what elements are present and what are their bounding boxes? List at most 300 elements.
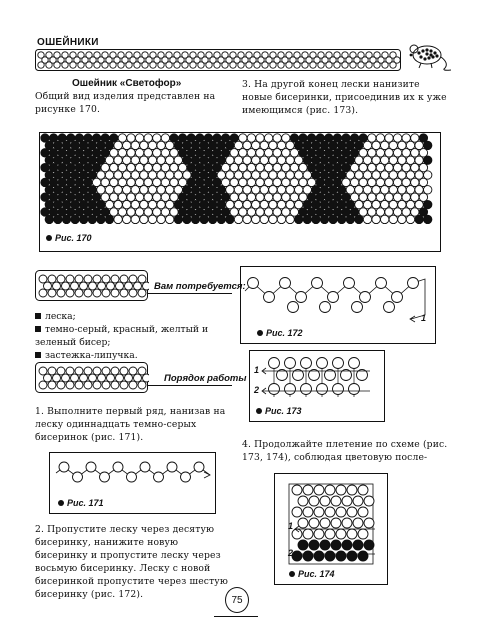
bottom-row-bead [333,384,344,395]
pattern-bead [92,193,100,201]
pattern-bead [230,163,238,171]
pattern-bead [226,200,234,208]
pattern-bead [135,208,143,216]
header-bead [358,62,364,68]
pattern-bead [157,186,165,194]
material-item: темно-серый, красный, желтый и зеленый бисер; [35,324,209,348]
pattern-bead [174,156,182,164]
pattern-bead [41,193,49,201]
strip-bead [57,275,65,283]
pattern-bead [45,141,53,149]
pattern-bead [286,186,294,194]
pattern-bead [140,215,148,223]
pattern-bead [161,208,169,216]
pattern-bead [333,163,341,171]
pattern-bead [92,208,100,216]
pattern-bead [260,156,268,164]
pattern-bead [286,141,294,149]
pattern-bead [97,200,105,208]
pattern-bead [329,200,337,208]
pattern-bead [174,171,182,179]
row-bead [181,472,191,482]
pattern-bead [355,200,363,208]
pattern-bead [312,186,320,194]
scheme-bead [314,485,324,495]
pattern-bead [226,186,234,194]
pattern-bead [320,141,328,149]
pattern-bead [170,149,178,157]
figure-174-caption [289,569,335,579]
pattern-bead [415,171,423,179]
scheme-bead [292,507,302,517]
header-bead [166,62,172,68]
scheme-bead [364,496,374,506]
header-bead [222,62,228,68]
pattern-bead [75,134,83,142]
pattern-bead [131,141,139,149]
intro-paragraph: Общий вид изделия представлен на рисунке 170. [35,91,216,115]
strip-bead [75,289,83,297]
pattern-bead [247,208,255,216]
bottom-row-bead [269,384,280,395]
pattern-bead [209,171,217,179]
pattern-bead [187,134,195,142]
header-bead [286,62,292,68]
pattern-bead [114,141,122,149]
pattern-bead [381,186,389,194]
pattern-bead [135,163,143,171]
pattern-bead [273,134,281,142]
pattern-bead [342,193,350,201]
pattern-bead [49,149,57,157]
pattern-bead [402,163,410,171]
header-bead [318,62,324,68]
strip-bead [89,282,97,290]
figure-174-label: Рис. 174 [298,569,335,579]
header-bead [94,62,100,68]
pattern-bead [221,163,229,171]
pattern-bead [269,156,277,164]
pattern-bead [54,186,62,194]
strip-bead [48,381,56,389]
pattern-bead [92,178,100,186]
pattern-bead [295,171,303,179]
figure-172-caption [257,328,303,338]
new-bead [384,302,395,313]
pattern-bead [123,186,131,194]
pattern-bead [101,134,109,142]
pattern-bead [204,178,212,186]
pattern-bead [101,208,109,216]
strip-bead [66,367,74,375]
pattern-bead [209,186,217,194]
pattern-bead [67,134,75,142]
strip-bead [84,381,92,389]
bottom-row-bead [349,384,360,395]
pattern-bead [234,156,242,164]
pattern-bead [217,141,225,149]
header-bead [350,62,356,68]
strip-bead [129,289,137,297]
pattern-bead [372,200,380,208]
scheme-bead [336,529,346,539]
scheme-bead [347,507,357,517]
pattern-bead [123,141,131,149]
header-bead [390,62,396,68]
header-bead [54,62,60,68]
pattern-bead [84,163,92,171]
strip-bead [39,367,47,375]
pattern-bead [140,156,148,164]
header-bead [110,62,116,68]
pattern-bead [127,149,135,157]
pattern-bead [329,156,337,164]
pattern-bead [170,208,178,216]
pattern-bead [118,163,126,171]
two-row-diagram [250,351,384,403]
pattern-bead [123,156,131,164]
header-bead [262,62,268,68]
pattern-bead [110,178,118,186]
strip-bead [75,367,83,375]
strip-bead [84,275,92,283]
pattern-bead [346,215,354,223]
square-bullet-icon [35,352,41,358]
pattern-bead [368,134,376,142]
pattern-bead [393,149,401,157]
pattern-bead [368,149,376,157]
pattern-bead [406,141,414,149]
row-bead [194,462,204,472]
pattern-bead [316,193,324,201]
figure-172-label: Рис. 172 [266,328,303,338]
pattern-bead [295,215,303,223]
header-bead [126,62,132,68]
pattern-bead [355,141,363,149]
figure-171-frame [49,452,216,514]
strip-bead [89,374,97,382]
page-number-rule-left [214,616,258,617]
pattern-bead [320,171,328,179]
pattern-bead [312,171,320,179]
pattern-bead [295,141,303,149]
pattern-bead [221,208,229,216]
pattern-bead [307,193,315,201]
strip-bead [66,289,74,297]
strip-bead [71,282,79,290]
pattern-bead [312,156,320,164]
pattern-bead [277,186,285,194]
pattern-bead [178,178,186,186]
pattern-bead [183,141,191,149]
strip-bead [129,275,137,283]
pattern-bead [196,178,204,186]
scheme-bead [342,540,352,550]
pattern-bead [178,208,186,216]
scheme-bead [325,551,335,561]
strip-bead [125,282,133,290]
pattern-bead [393,134,401,142]
pattern-bead [170,193,178,201]
pattern-bead [213,193,221,201]
pattern-bead [402,149,410,157]
pattern-bead [342,134,350,142]
pattern-bead [178,193,186,201]
pattern-bead [191,200,199,208]
pattern-bead [161,134,169,142]
pattern-bead [415,156,423,164]
pattern-bead [389,141,397,149]
pattern-bead [329,186,337,194]
pattern-bead [140,171,148,179]
strip-bead [39,381,47,389]
strip-bead [71,374,79,382]
pattern-bead [419,193,427,201]
pattern-bead [273,149,281,157]
pattern-bead [49,178,57,186]
pattern-bead [307,178,315,186]
pattern-bead [88,141,96,149]
pattern-bead [247,178,255,186]
strip-bead [98,374,106,382]
pattern-bead [299,193,307,201]
header-bead [70,62,76,68]
pattern-bead [62,141,70,149]
strip-bead [84,289,92,297]
pattern-bead [204,163,212,171]
pattern-bead [381,156,389,164]
header-bead [278,62,284,68]
header-bead [366,62,372,68]
pattern-bead [144,149,152,157]
pattern-bead [157,215,165,223]
pattern-bead [419,208,427,216]
pattern-bead [350,163,358,171]
needed-heading: Вам потребуется: [154,281,246,292]
scheme-bead [314,551,324,561]
top-row-bead [333,358,344,369]
pattern-bead [230,149,238,157]
header-bead [198,62,204,68]
header-bead [78,62,84,68]
pattern-bead [191,156,199,164]
pattern-bead [363,171,371,179]
row-bead [328,292,339,303]
scheme-bead [320,496,330,506]
pattern-bead [153,134,161,142]
scheme-bead [358,551,368,561]
pattern-bead [54,215,62,223]
pattern-bead [170,134,178,142]
pattern-bead [110,208,118,216]
pattern-bead [385,149,393,157]
pattern-bead [110,134,118,142]
pattern-bead [58,134,66,142]
pattern-bead [243,156,251,164]
pattern-bead [204,208,212,216]
pattern-bead [92,134,100,142]
pattern-bead [252,156,260,164]
pattern-bead [118,193,126,201]
pattern-bead [393,208,401,216]
pattern-bead [411,149,419,157]
pattern-bead [213,163,221,171]
pattern-bead [123,171,131,179]
pattern-bead [140,141,148,149]
pattern-bead [118,134,126,142]
pattern-bead [110,163,118,171]
pattern-bead [58,178,66,186]
pattern-bead [183,156,191,164]
pattern-bead [105,200,113,208]
pattern-bead [45,156,53,164]
pattern-bead [402,134,410,142]
bullet-dot-icon [58,500,64,506]
pattern-bead [101,193,109,201]
scheme-bead [303,507,313,517]
strip-bead [107,374,115,382]
pattern-bead [97,171,105,179]
pattern-bead [299,208,307,216]
pattern-bead [424,215,432,223]
pattern-bead [97,186,105,194]
scheme-bead [331,518,341,528]
header-bead [326,62,332,68]
pattern-bead [325,163,333,171]
strip-bead [120,381,128,389]
row-bead [100,472,110,482]
pattern-bead [406,215,414,223]
pattern-bead [161,178,169,186]
scheme-bead [325,485,335,495]
strip-bead [57,381,65,389]
strip-bead [125,374,133,382]
material-item: леска; [35,310,230,323]
pattern-bead [411,193,419,201]
pattern-bead [376,149,384,157]
scheme-bead [358,507,368,517]
strip-bead [129,367,137,375]
pattern-bead [62,186,70,194]
pattern-bead [114,156,122,164]
pattern-bead [75,208,83,216]
pattern-bead [88,171,96,179]
pattern-bead [67,163,75,171]
pattern-bead [290,134,298,142]
pattern-bead [243,200,251,208]
fig173-label-2: 2 [254,385,260,395]
pattern-bead [320,200,328,208]
pattern-bead [166,200,174,208]
pattern-bead [148,215,156,223]
pattern-bead [221,178,229,186]
scheme-bead [331,496,341,506]
pattern-bead [230,134,238,142]
scheme-bead [325,507,335,517]
header-bead [38,62,44,68]
pattern-bead [105,141,113,149]
pattern-bead [389,156,397,164]
pattern-bead [221,134,229,142]
pattern-bead [200,186,208,194]
row-bead [86,462,96,472]
pattern-bead [166,156,174,164]
pattern-bead [217,171,225,179]
bullet-dot-icon [257,330,263,336]
pattern-bead [135,193,143,201]
pattern-bead [127,134,135,142]
pattern-bead [316,208,324,216]
row-bead [392,292,403,303]
pattern-bead [157,171,165,179]
scheme-bead [342,496,352,506]
pattern-bead [372,171,380,179]
pattern-bead [355,215,363,223]
pattern-bead [269,186,277,194]
pattern-bead [320,186,328,194]
pattern-bead [148,141,156,149]
header-bead-border [35,49,401,71]
pattern-bead [350,134,358,142]
material-item: застежка-липучка. [35,349,230,362]
pattern-bead [161,193,169,201]
pattern-bead [359,208,367,216]
pattern-bead [385,163,393,171]
pattern-bead [114,215,122,223]
row-bead [376,278,387,289]
pattern-bead [260,200,268,208]
header-bead [294,62,300,68]
row-bead [73,472,83,482]
header-bead [342,62,348,68]
pattern-bead [183,215,191,223]
header-bead [238,62,244,68]
pattern-bead [389,186,397,194]
pattern-bead [256,149,264,157]
pattern-bead [226,171,234,179]
pattern-bead [105,171,113,179]
pattern-bead [338,186,346,194]
pattern-bead [183,186,191,194]
pattern-bead [166,215,174,223]
pattern-bead [273,193,281,201]
pattern-bead [372,215,380,223]
pattern-bead [45,215,53,223]
pattern-bead [84,134,92,142]
header-bead [230,62,236,68]
pattern-bead [290,163,298,171]
strip-bead [93,367,101,375]
page-number: 75 [231,594,243,606]
pattern-bead [118,178,126,186]
strip-bead [48,289,56,297]
pattern-bead [105,186,113,194]
pattern-bead [312,141,320,149]
pattern-bead [312,215,320,223]
strip-bead [66,381,74,389]
scheme-bead [298,518,308,528]
pattern-bead [105,215,113,223]
header-bead [214,62,220,68]
pattern-bead [191,141,199,149]
pattern-bead [80,141,88,149]
strip-bead [98,282,106,290]
pattern-bead [316,149,324,157]
fig174-label-2: 2 [288,548,294,558]
pattern-bead [148,156,156,164]
pattern-bead [273,208,281,216]
pattern-bead [114,186,122,194]
